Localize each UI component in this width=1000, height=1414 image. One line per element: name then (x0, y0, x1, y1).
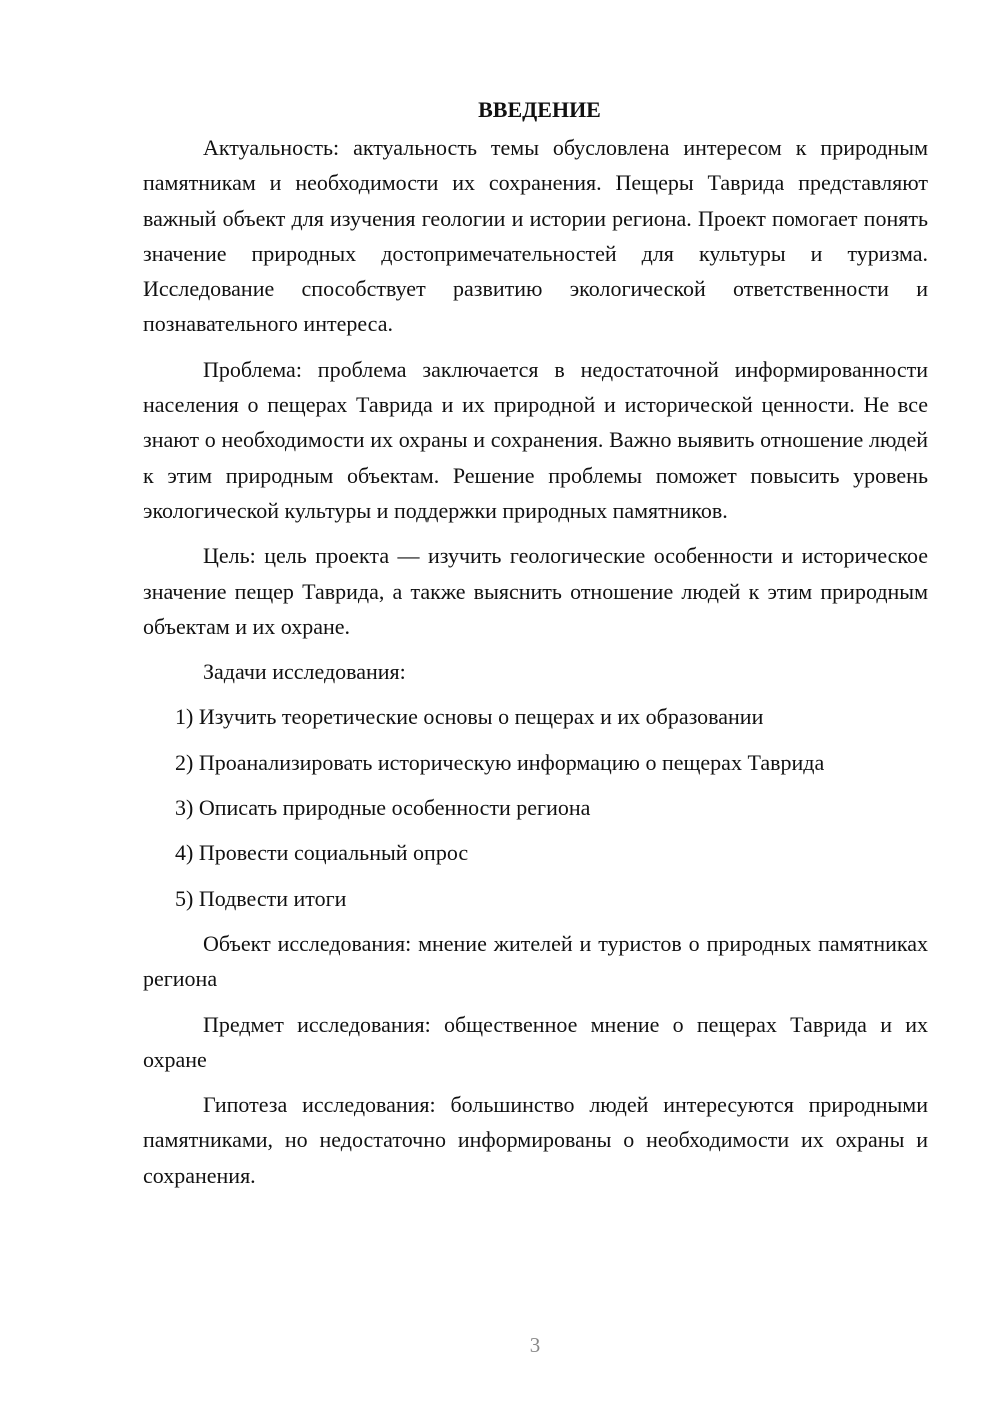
task-item-2: 2) Проанализировать историческую информацию о пещерах Таврида (175, 749, 825, 775)
problem-paragraph: Проблема: проблема заключается в недостаточной информированности населения о пещерах Таврида и их природной и исторической ценности. Не все знают о необходимости их охраны и сохранения. Важно выявить отношение людей к этим природным объектам. Решение проблемы поможет повысить уровень экологической культуры и поддержки природных памятников. (143, 356, 928, 523)
tasks-heading: Задачи исследования: (203, 659, 406, 685)
page-content (143, 92, 928, 1193)
relevance-paragraph: Актуальность: актуальность темы обусловлена интересом к природным памятникам и необходимости их сохранения. Пещеры Таврида представляют важный объект для изучения геологии и истории региона. Проект помогает понять значение природных достопримечательностей для культуры и туризма. Исследование способствует развитию экологической ответственности и познавательного интереса. (143, 135, 928, 337)
section-title: ВВЕДЕНИЕ (478, 97, 601, 122)
tasks-list (143, 699, 928, 915)
goal-paragraph: Цель: цель проекта — изучить геологические особенности и историческое значение пещер Таврида, а также выяснить отношение людей к этим природным объектам и их охране. (143, 543, 928, 639)
subject-paragraph: Предмет исследования: общественное мнение о пещерах Таврида и их охране (143, 1011, 928, 1072)
hypothesis-paragraph: Гипотеза исследования: большинство людей интересуются природными памятниками, но недостаточно информированы о необходимости их охраны и сохранения. (143, 1092, 928, 1188)
task-item-5: 5) Подвести итоги (175, 885, 347, 911)
object-paragraph: Объект исследования: мнение жителей и туристов о природных памятниках региона (143, 930, 928, 992)
task-item-1: 1) Изучить теоретические основы о пещерах и их образовании (175, 704, 764, 730)
page-number: 3 (529, 1333, 541, 1357)
task-item-3: 3) Описать природные особенности региона (175, 795, 591, 821)
task-item-4: 4) Провести социальный опрос (175, 840, 469, 866)
